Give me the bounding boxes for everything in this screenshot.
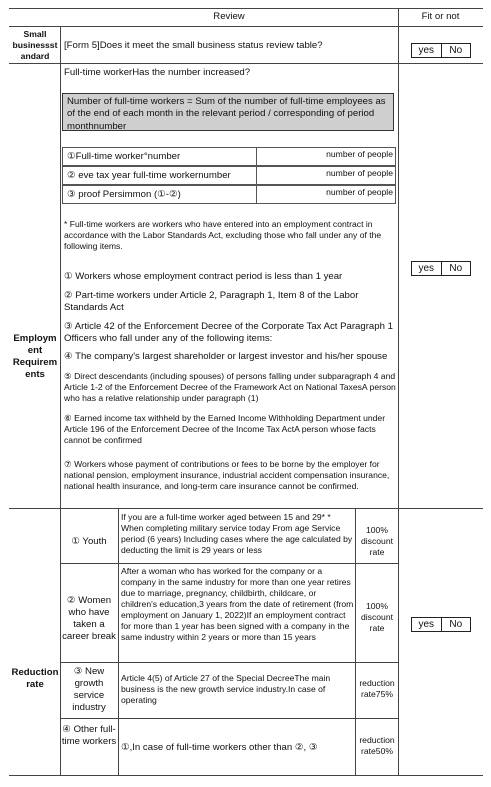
table-bottom-border	[9, 775, 483, 776]
header-bottom-border	[9, 26, 483, 27]
no-option[interactable]: No	[441, 618, 471, 631]
employment-label: Employm ent Requirem ents	[12, 333, 58, 380]
exclusion-item-5: ⑤ Direct descendants (including spouses) of persons falling under subparagraph 4 and Article 1-2 of the Enforcement Decree of the Framework Act on National TaxesA person who has a relative relationship under paragraph (1)	[64, 371, 396, 403]
header-review: Review	[213, 11, 245, 22]
reduction-row-border-2	[60, 662, 398, 663]
header-fit-or-not: Fit or not	[421, 11, 460, 22]
calc-row-label: ② eve tax year full-time workernumber	[67, 170, 231, 181]
col-border-2	[398, 8, 399, 775]
reduction-category-career-break: ② Women who have taken a career break	[62, 595, 116, 642]
no-option[interactable]: No	[441, 44, 471, 57]
reduction-rate-other: reduction rate50%	[359, 735, 395, 756]
calc-row-1	[62, 147, 396, 166]
calc-row-value: number of people	[326, 168, 393, 178]
reduction-desc-new-growth: Article 4(5) of Article 27 of the Special DecreeThe main business is the new growth service industry.In case of operating	[121, 673, 331, 705]
employment-note: * Full-time workers are workers who have entered into an employment contract in accordance with the Labor Standards Act, excluding those who fall under any of the following items.	[64, 219, 382, 251]
yes-option[interactable]: yes	[418, 45, 435, 56]
calc-row-2	[62, 166, 396, 185]
reduction-desc-career-break: After a woman who has worked for the company or a company in the same industry for more than one year retires due to marriage, pregnancy, childbirth, childcare, or children's education,3 years from the date of retirement (from employment on January 1, 2022)If an employment contract for more than 1 year has been signed with a company in the same industry within 2 years or more than 15 years	[121, 566, 354, 642]
formula-box: Number of full-time workers = Sum of the number of full-time employees as of the end of each month in the relevant period / corresponding of period monthnumber	[62, 93, 394, 131]
employment-title: Full-time workerHas the number increased?	[64, 67, 251, 78]
reduction-desc-youth: If you are a full-time worker aged between 15 and 29* * When completing military service today From age Service period (6 years) Including cases where the age calculated by deducting the limit is 29 years or less	[121, 512, 353, 555]
exclusion-item-6: ⑥ Earned income tax withheld by the Earned Income Withholding Department under Article 196 of the Enforcement Decree of the Income Tax ActA person whose facts cannot be confirmed	[64, 413, 386, 445]
yes-option[interactable]: yes	[418, 263, 435, 274]
calc-row-3	[62, 185, 396, 204]
reduction-desc-other: ①,In case of full-time workers other than ②, ③	[121, 742, 318, 753]
row-border-1	[9, 63, 483, 64]
employment-yes-no[interactable]	[411, 261, 471, 276]
reduction-rate-new-growth: reduction rate75%	[359, 678, 395, 699]
row-border-2	[9, 508, 483, 509]
calc-row-label: ③ proof Persimmon (①-②)	[67, 189, 181, 200]
reduction-label: Reduction rate	[11, 667, 59, 690]
exclusion-item-3: ③ Article 42 of the Enforcement Decree of the Corporate Tax Act Paragraph 1 Officers who fall under any of the following items:	[64, 321, 393, 344]
exclusion-item-7: ⑦ Workers whose payment of contributions or fees to be borne by the employer for national pension, employment insurance, industrial accident compensation insurance, national health insurance, and long-term care insurance cannot be confirmed.	[64, 459, 390, 491]
yes-option[interactable]: yes	[418, 619, 435, 630]
small-business-label: Small businessst andard	[12, 29, 58, 61]
exclusion-item-4: ④ The company's largest shareholder or largest investor and his/her spouse	[64, 351, 388, 362]
reduction-category-youth: ① Youth	[71, 536, 107, 547]
table-top-border	[9, 8, 483, 9]
small-business-question: [Form 5]Does it meet the small business status review table?	[64, 40, 323, 51]
calc-row-value: number of people	[326, 149, 393, 159]
exclusion-item-2: ② Part-time workers under Article 2, Paragraph 1, Item 8 of the Labor Standards Act	[64, 290, 359, 313]
calc-row-value: number of people	[326, 187, 393, 197]
no-option[interactable]: No	[441, 262, 471, 275]
reduction-rate-career-break: 100% discount rate	[360, 601, 393, 633]
reduction-category-other: ④ Other full-time workers	[61, 724, 117, 747]
exclusion-item-1: ① Workers whose employment contract period is less than 1 year	[64, 271, 343, 282]
reduction-col-border-1	[118, 508, 119, 775]
reduction-yes-no[interactable]	[411, 617, 471, 632]
reduction-row-border-3	[60, 718, 398, 719]
small-business-yes-no[interactable]	[411, 43, 471, 58]
reduction-row-border-1	[60, 563, 398, 564]
reduction-rate-youth: 100% discount rate	[360, 525, 393, 557]
reduction-category-new-growth: ③ New growth service industry	[72, 666, 106, 713]
calc-row-label: ①Full-time worker°number	[67, 151, 181, 162]
